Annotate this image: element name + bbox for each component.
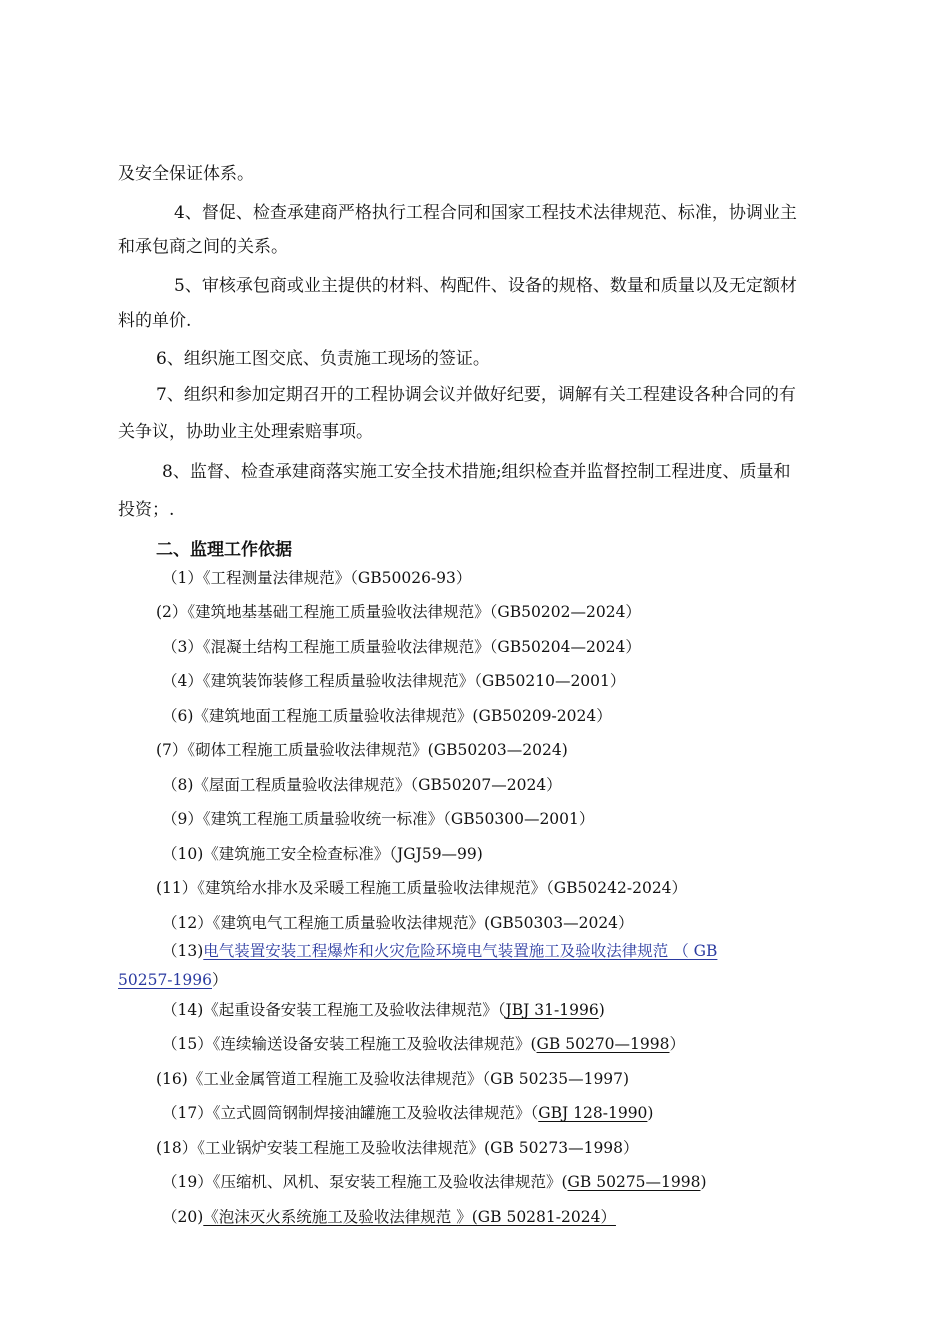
reference-prefix: （20) <box>162 1208 204 1226</box>
reference-item: (11）《建筑给水排水及采暖工程施工质量验收法律规范》（GB50242-2024） <box>156 879 688 897</box>
reference-link[interactable]: 50257-1996 <box>118 971 212 989</box>
paragraph-line: 7、组织和参加定期召开的工程协调会议并做好纪要，调解有关工程建设各种合同的有 <box>156 385 796 405</box>
paragraph-line: 及安全保证体系。 <box>118 164 254 184</box>
paragraph-line: 投资；. <box>118 500 175 520</box>
paragraph-line: 5、审核承包商或业主提供的材料、构配件、设备的规格、数量和质量以及无定额材 <box>174 276 797 296</box>
reference-suffix: ) <box>647 1104 654 1122</box>
paragraph-line: 关争议，协助业主处理索赔事项。 <box>118 422 373 442</box>
reference-suffix: ) <box>700 1173 707 1191</box>
reference-item: （4）《建筑装饰装修工程质量验收法律规范》（GB50210—2001） <box>162 672 626 690</box>
reference-item <box>162 998 605 1022</box>
reference-item: （1）《工程测量法律规范》（GB50026-93） <box>162 569 472 587</box>
reference-title: （19）《压缩机、风机、泵安装工程施工及验收法律规范》( <box>162 1173 568 1191</box>
reference-code: GB 50275—1998 <box>567 1173 701 1191</box>
section-heading: 二、监理工作依据 <box>156 540 292 560</box>
reference-title-underlined: 《泡沫灭火系统施工及验收法律规范 》(GB 50281-2024） <box>203 1208 616 1226</box>
reference-suffix: ) <box>598 1001 605 1019</box>
paragraph-line: 料的单价. <box>118 311 192 331</box>
reference-suffix: ） <box>669 1035 686 1053</box>
reference-title: （17）《立式圆筒钢制焊接油罐施工及验收法律规范》（ <box>162 1104 539 1122</box>
reference-code: GB 50270—1998 <box>536 1035 670 1053</box>
paragraph-line: 4、督促、检查承建商严格执行工程合同和国家工程技术法律规范、标准，协调业主 <box>174 203 797 223</box>
reference-title: （14)《起重设备安装工程施工及验收法律规范》（ <box>162 1001 506 1019</box>
reference-item: （10)《建筑施工安全检查标准》（JGJ59—99) <box>162 845 483 863</box>
reference-item: (7）《砌体工程施工质量验收法律规范》(GB50203—2024) <box>156 741 568 759</box>
reference-code: GBJ 128-1990 <box>538 1104 648 1122</box>
reference-item <box>162 939 717 963</box>
reference-item: （9）《建筑工程施工质量验收统一标准》（GB50300—2001） <box>162 810 595 828</box>
reference-item: (2）《建筑地基基础工程施工质量验收法律规范》（GB50202—2024） <box>156 603 641 621</box>
reference-prefix: （13) <box>162 942 204 960</box>
paragraph-line: 8、监督、检查承建商落实施工安全技术措施;组织检查并监督控制工程进度、质量和 <box>162 462 791 482</box>
reference-item: （3）《混凝土结构工程施工质量验收法律规范》（GB50204—2024） <box>162 638 641 656</box>
reference-item: （6)《建筑地面工程施工质量验收法律规范》(GB50209-2024） <box>162 707 612 725</box>
reference-item-continuation <box>118 968 228 992</box>
reference-item: （8)《屋面工程质量验收法律规范》（GB50207—2024） <box>162 776 562 794</box>
reference-item <box>162 1205 616 1229</box>
reference-suffix: ） <box>212 971 228 989</box>
paragraph-line: 和承包商之间的关系。 <box>118 237 288 257</box>
reference-item <box>162 1101 653 1125</box>
reference-item <box>162 1170 707 1194</box>
reference-link[interactable]: 电气装置安装工程爆炸和火灾危险环境电气装置施工及验收法律规范 （ GB <box>203 942 718 960</box>
reference-code: JBJ 31-1996 <box>505 1001 599 1019</box>
reference-item: (18）《工业锅炉安装工程施工及验收法律规范》(GB 50273—1998） <box>156 1139 639 1157</box>
paragraph-line: 6、组织施工图交底、负责施工现场的签证。 <box>156 349 490 369</box>
reference-item: (16)《工业金属管道工程施工及验收法律规范》（GB 50235—1997) <box>156 1070 630 1088</box>
reference-title: （15）《连续输送设备安装工程施工及验收法律规范》( <box>162 1035 537 1053</box>
reference-item <box>162 1032 685 1056</box>
reference-item: （12）《建筑电气工程施工质量验收法律规范》(GB50303—2024） <box>162 914 634 932</box>
